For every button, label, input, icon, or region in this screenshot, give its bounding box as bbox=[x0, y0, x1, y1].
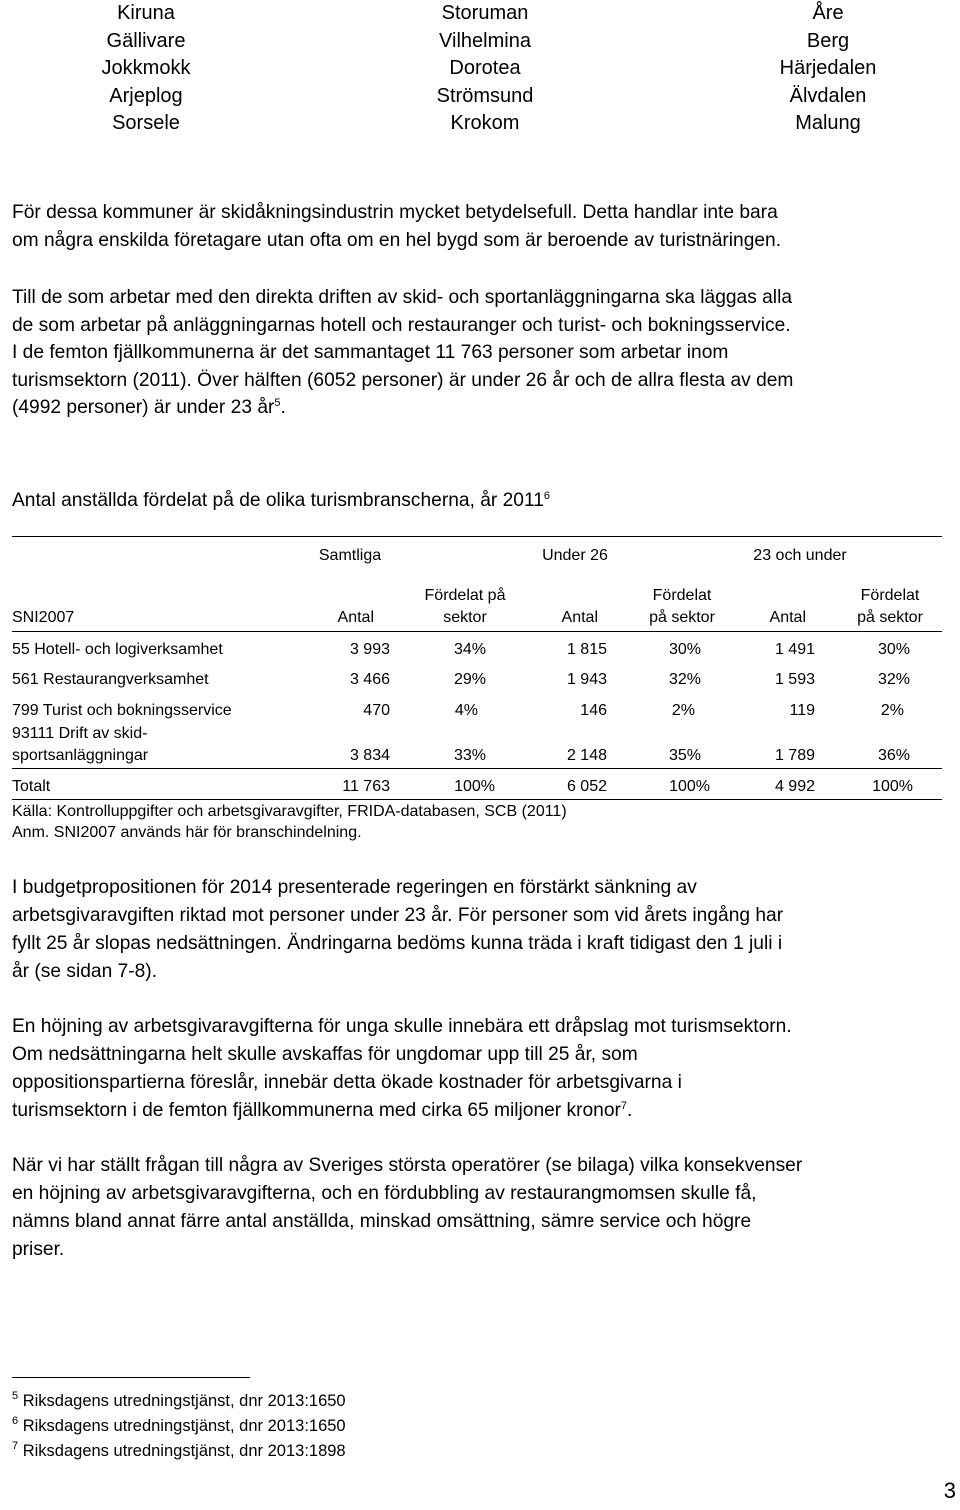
footnote-text: Riksdagens utredningstjänst, dnr 2013:1650 bbox=[22, 1417, 346, 1435]
footnote-text: Riksdagens utredningstjänst, dnr 2013:1650 bbox=[22, 1392, 346, 1410]
text-line: I de femton fjällkommunerna är det sammantaget 11 763 personer som arbetar inom bbox=[12, 342, 729, 364]
paragraph-skiing-industry bbox=[12, 199, 958, 254]
text-fragment: turismsektorn i de femton fjällkommunerna med cirka 65 miljoner kronor bbox=[12, 1100, 621, 1121]
municipality: Jokkmokk bbox=[101, 57, 191, 80]
municipality: Arjeplog bbox=[109, 84, 183, 107]
text-line: I budgetpropositionen för 2014 presenterade regeringen en förstärkt sänkning av bbox=[12, 877, 697, 898]
cell-value: 3 993 bbox=[349, 641, 390, 658]
municipality: Krokom bbox=[450, 112, 520, 135]
cell-value: 1 593 bbox=[774, 671, 815, 688]
cell-value: 470 bbox=[363, 702, 390, 719]
cell-value: 100% bbox=[454, 778, 495, 795]
column-header-antal: Antal bbox=[561, 609, 598, 626]
cell-value: 2% bbox=[880, 702, 904, 719]
paragraph-tourism-employees bbox=[12, 284, 958, 422]
table-note: Anm. SNI2007 används här för branschindelning. bbox=[12, 824, 362, 841]
municipality: Älvdalen bbox=[789, 84, 867, 107]
text-fragment: . bbox=[280, 397, 286, 419]
text-line: fyllt 25 år slopas nedsättningen. Ändringarna bedöms kunna träda i kraft tidigast den 1 juli i bbox=[12, 933, 783, 954]
footnote-number: 6 bbox=[12, 1415, 19, 1427]
column-header-antal: Antal bbox=[337, 609, 374, 626]
table-top-rule bbox=[12, 536, 942, 537]
table-bottom-rule bbox=[12, 799, 942, 800]
column-header-fordelat: sektor bbox=[443, 609, 487, 626]
municipality: Åre bbox=[812, 2, 844, 24]
table-total-rule bbox=[12, 768, 942, 769]
text-line: turismsektorn (2011). Över hälften (6052 personer) är under 26 år och de allra flesta av dem bbox=[12, 369, 794, 391]
text-line: Till de som arbetar med den direkta driften av skid- och sportanläggningarna ska läggas alla bbox=[12, 287, 793, 308]
table-header-rule bbox=[12, 631, 942, 632]
cell-value: 3 466 bbox=[349, 671, 390, 688]
cell-value: 32% bbox=[877, 671, 910, 688]
cell-value: 3 834 bbox=[349, 747, 390, 764]
table-caption bbox=[12, 487, 958, 515]
text-line: nämns bland annat färre antal anställda, minskad omsättning, sämre service och högre bbox=[12, 1211, 752, 1232]
footnote-text: Riksdagens utredningstjänst, dnr 2013:1898 bbox=[22, 1442, 346, 1460]
column-header-fordelat: Fördelat bbox=[652, 587, 712, 604]
row-label: 55 Hotell- och logiverksamhet bbox=[12, 641, 223, 658]
text-line: priser. bbox=[12, 1239, 65, 1260]
municipality: Malung bbox=[795, 112, 861, 135]
text-line: När vi har ställt frågan till några av Sveriges största operatörer (se bilaga) vilka konsekvenser bbox=[12, 1155, 803, 1176]
cell-value: 32% bbox=[668, 671, 701, 688]
column-header-fordelat: på sektor bbox=[649, 609, 715, 626]
municipality: Kiruna bbox=[117, 2, 175, 24]
group-header: 23 och under bbox=[753, 547, 847, 564]
municipality: Härjedalen bbox=[779, 57, 877, 80]
cell-value: 2% bbox=[671, 702, 695, 719]
municipality: Sorsele bbox=[112, 112, 180, 135]
group-header: Samtliga bbox=[318, 547, 382, 564]
footnote-number: 7 bbox=[12, 1440, 19, 1452]
cell-value: 30% bbox=[668, 641, 701, 658]
footnote-number: 5 bbox=[12, 1390, 19, 1402]
text-line: Om nedsättningarna helt skulle avskaffas för ungdomar upp till 25 år, som bbox=[12, 1044, 638, 1065]
cell-value: 34% bbox=[453, 641, 486, 658]
row-label: Totalt bbox=[12, 778, 51, 795]
cell-value: 146 bbox=[580, 702, 607, 719]
text-line: En höjning av arbetsgivaravgifterna för unga skulle innebära ett dråpslag mot turismsektorn. bbox=[12, 1016, 792, 1037]
municipality: Strömsund bbox=[436, 84, 534, 107]
cell-value: 6 052 bbox=[566, 778, 607, 795]
column-header-fordelat: Fördelat bbox=[860, 587, 920, 604]
row-label: sportsanläggningar bbox=[12, 747, 149, 764]
cell-value: 100% bbox=[872, 778, 913, 795]
paragraph-budget bbox=[12, 874, 958, 986]
row-label: 799 Turist och bokningsservice bbox=[12, 702, 232, 719]
cell-value: 100% bbox=[669, 778, 710, 795]
cell-value: 35% bbox=[668, 747, 701, 764]
footnote bbox=[12, 1414, 346, 1438]
cell-value: 30% bbox=[877, 641, 910, 658]
caption-text: Antal anställda fördelat på de olika turismbranscherna, år 2011 bbox=[12, 490, 544, 511]
municipality-list-3 bbox=[698, 0, 958, 138]
column-header-fordelat: på sektor bbox=[857, 609, 923, 626]
paragraph-fee-increase bbox=[12, 1013, 958, 1125]
column-header-antal: Antal bbox=[769, 609, 806, 626]
municipality: Dorotea bbox=[449, 57, 521, 80]
municipality: Berg bbox=[806, 29, 850, 52]
text-line: För dessa kommuner är skidåkningsindustrin mycket betydelsefull. Detta handlar inte bara bbox=[12, 202, 778, 223]
row-label: 561 Restaurangverksamhet bbox=[12, 671, 209, 688]
text-fragment: (4992 personer) är under 23 år bbox=[12, 397, 275, 419]
text-line bbox=[12, 394, 958, 422]
text-line: de som arbetar på anläggningarnas hotell och restauranger och turist- och bokningsservice. bbox=[12, 314, 791, 336]
municipality-list-2 bbox=[355, 0, 615, 138]
cell-value: 4% bbox=[454, 702, 478, 719]
text-line: om några enskilda företagare utan ofta om en hel bygd som är beroende av turistnäringen. bbox=[12, 229, 782, 251]
text-line bbox=[12, 1097, 958, 1125]
footnote bbox=[12, 1389, 346, 1413]
text-line: en höjning av arbetsgivaravgifterna, och en fördubbling av restaurangmomsen skulle få, bbox=[12, 1183, 757, 1204]
text-line: arbetsgivaravgiften riktad mot personer under 23 år. För personer som vid årets ingång har bbox=[12, 905, 784, 926]
cell-value: 36% bbox=[877, 747, 910, 764]
municipality-list-1 bbox=[16, 0, 276, 138]
footnote bbox=[12, 1439, 346, 1463]
footnote-ref[interactable]: 6 bbox=[543, 490, 551, 502]
cell-value: 1 815 bbox=[566, 641, 607, 658]
municipality: Vilhelmina bbox=[439, 29, 531, 52]
footnote-ref[interactable]: 7 bbox=[620, 1100, 628, 1112]
cell-value: 11 763 bbox=[342, 778, 390, 795]
municipality: Gällivare bbox=[106, 29, 186, 52]
table-source: Källa: Kontrolluppgifter och arbetsgivaravgifter, FRIDA-databasen, SCB (2011) bbox=[12, 803, 567, 820]
text-fragment: . bbox=[627, 1100, 633, 1121]
row-label: 93111 Drift av skid- bbox=[12, 725, 148, 742]
cell-value: 119 bbox=[789, 702, 815, 719]
paragraph-operators bbox=[12, 1152, 958, 1264]
cell-value: 29% bbox=[453, 671, 486, 688]
text-line: år (se sidan 7-8). bbox=[12, 961, 158, 982]
municipality: Storuman bbox=[441, 2, 529, 24]
text-line: oppositionspartierna föreslår, innebär detta ökade kostnader för arbetsgivarna i bbox=[12, 1072, 682, 1093]
column-header-fordelat: Fördelat på bbox=[424, 587, 506, 604]
cell-value: 33% bbox=[453, 747, 486, 764]
page-number: 3 bbox=[943, 1478, 956, 1503]
cell-value: 1 943 bbox=[566, 671, 607, 688]
cell-value: 2 148 bbox=[566, 747, 607, 764]
column-header-sni: SNI2007 bbox=[12, 609, 75, 626]
cell-value: 1 789 bbox=[774, 747, 815, 764]
group-header: Under 26 bbox=[542, 547, 608, 564]
footnote-ref[interactable]: 5 bbox=[274, 397, 281, 410]
cell-value: 4 992 bbox=[774, 778, 815, 795]
cell-value: 1 491 bbox=[774, 641, 815, 658]
footnote-separator bbox=[12, 1377, 250, 1378]
